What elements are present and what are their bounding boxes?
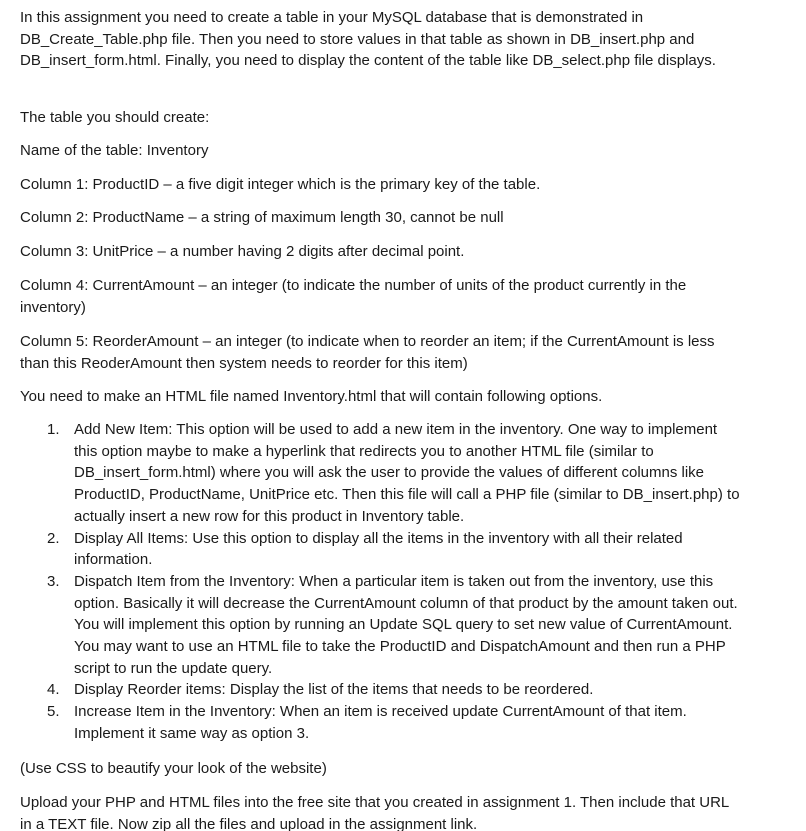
option-number: 4. — [47, 681, 60, 699]
option-number: 2. — [47, 529, 60, 547]
option-text: Dispatch Item from the Inventory: When a particular item is taken out from the inventory, use this option. Basically it will decrease the CurrentAmount column of that product by the amount taken out. You will implement this option by running an Update SQL query to set new value of CurrentAmount. You may want to use an HTML file to take the ProductID and DispatchAmount and then run a PHP script to run the update query. — [74, 572, 738, 677]
table-name: Name of the table: Inventory — [20, 142, 209, 159]
option-text: Add New Item: This option will be used to add a new item in the inventory. One way to implement this option maybe to make a hyperlink that redirects you to another HTML file (similar to DB_insert_form.html) where you will ask the user to provide the values of different columns like ProductID, ProductName, UnitPrice etc. Then this file will call a PHP file (similar to DB_insert.php) to actually insert a new row for this product in Inventory table. — [74, 421, 740, 525]
option-number: 1. — [47, 421, 60, 438]
option-number: 5. — [47, 703, 60, 721]
option-item-4 — [20, 679, 740, 701]
column-5-spec: Column 5: ReorderAmount – an integer (to indicate when to reorder an item; if the CurrentAmount is less than this ReoderAmount then system needs to reorder for this item) — [20, 333, 715, 372]
option-text: Display All Items: Use this option to display all the items in the inventory with all their related information. — [74, 529, 683, 569]
option-item-5 — [20, 701, 740, 744]
html-file-intro: You need to make an HTML file named Inventory.html that will contain following options. — [20, 388, 603, 405]
option-text: Display Reorder items: Display the list of the items that needs to be reordered. — [74, 681, 594, 699]
option-item-2 — [20, 528, 740, 571]
option-number: 3. — [47, 572, 60, 590]
option-item-3 — [20, 571, 740, 680]
intro-paragraph: In this assignment you need to create a table in your MySQL database that is demonstrated in DB_Create_Table.php file. Then you need to store values in that table as shown in DB_insert.php and DB_insert_form.html. Finally, you need to display the content of the table like DB_select.php file displays. — [20, 9, 716, 70]
table-heading: The table you should create: — [20, 109, 210, 126]
column-2-spec: Column 2: ProductName – a string of maximum length 30, cannot be null — [20, 209, 504, 226]
upload-instructions: Upload your PHP and HTML files into the free site that you created in assignment 1. Then include that URL in a TEXT file. Now zip all the files and upload in the assignment link. — [20, 794, 729, 831]
column-4-spec: Column 4: CurrentAmount – an integer (to indicate the number of units of the product currently in the inventory) — [20, 277, 687, 316]
options-list — [20, 419, 740, 745]
css-note: (Use CSS to beautify your look of the website) — [20, 760, 327, 777]
option-text: Increase Item in the Inventory: When an item is received update CurrentAmount of that item. Implement it same way as option 3. — [74, 703, 687, 742]
option-item-1 — [20, 419, 740, 528]
column-1-spec: Column 1: ProductID – a five digit integer which is the primary key of the table. — [20, 176, 541, 193]
column-3-spec: Column 3: UnitPrice – a number having 2 digits after decimal point. — [20, 243, 465, 260]
